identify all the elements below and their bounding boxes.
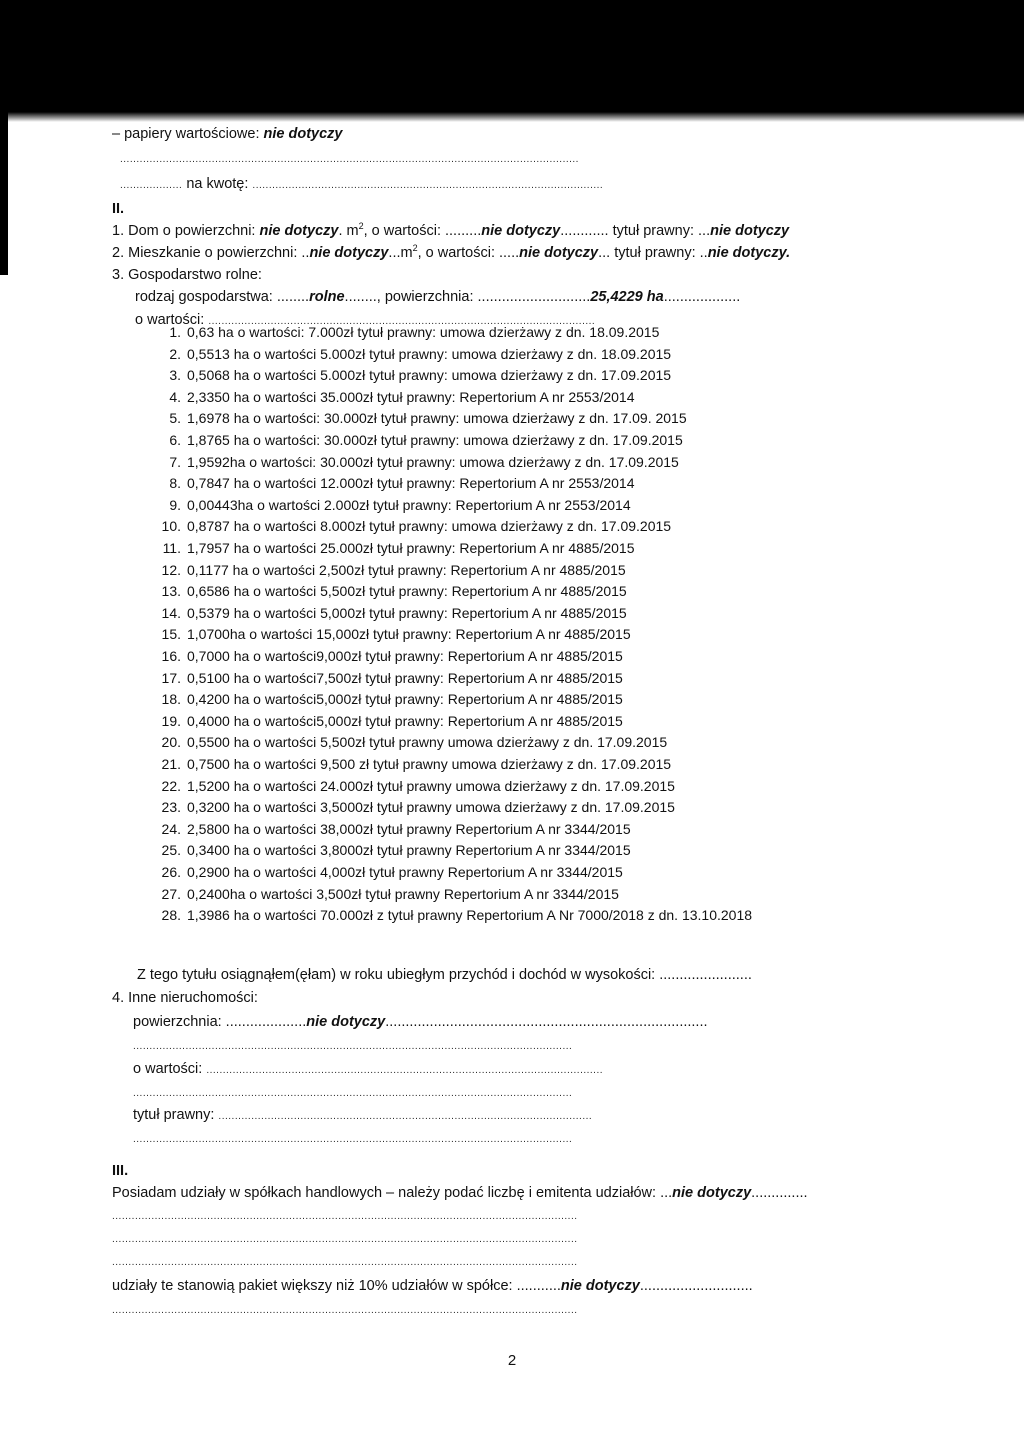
dotted-line: .............................................................................................................................................. [112, 1305, 578, 1316]
parcel-description: 0,3400 ha o wartości 3,8000zł tytuł prawny Repertorium A nr 3344/2015 [187, 842, 631, 859]
parcel-description: 0,6586 ha o wartości 5,500zł tytuł prawny: Repertorium A nr 4885/2015 [187, 583, 627, 600]
parcel-number: 16. [161, 648, 181, 664]
parcel-row [147, 689, 934, 710]
parcel-number: 19. [161, 712, 181, 729]
securities-line: – papiery wartościowe: nie dotyczy [112, 126, 343, 142]
parcel-description: 2,5800 ha o wartości 38,000zł tytuł prawny Repertorium A nr 3344/2015 [187, 820, 631, 837]
parcel-row [147, 819, 934, 840]
securities-value: nie dotyczy [263, 126, 343, 142]
parcel-row [147, 776, 934, 797]
parcel-row [147, 624, 934, 645]
parcel-row [147, 668, 934, 689]
other-title-line: tytuł prawny: .................................................................................................................. [133, 1107, 593, 1123]
parcel-row [147, 603, 934, 624]
dotted-line: ...................................................................................................................................... [133, 1088, 573, 1099]
parcel-row [147, 495, 934, 516]
parcel-number: 4. [169, 388, 181, 405]
farm-value-line: o wartości: ...................................................................................................................... [135, 312, 596, 328]
parcel-number: 22. [161, 777, 181, 794]
scan-dark-border [0, 0, 1024, 112]
apartment-line: 2. Mieszkanie o powierzchni: ..nie $dotyczy...m^2$, o wartości: .....nie dotyczy... tytuł prawny: ..nie dotyczy. [112, 243, 791, 261]
parcel-description: 0,2900 ha o wartości 4,000zł tytuł prawny Repertorium A nr 3344/2015 [187, 864, 623, 880]
parcel-description: 0,5379 ha o wartości 5,000zł tytuł prawny: Repertorium A nr 4885/2015 [187, 604, 627, 621]
parcel-description: 1,3986 ha o wartości 70.000zł z tytuł prawny Repertorium A Nr 7000/2018 z dn. 13.10.2018 [187, 907, 753, 924]
parcel-number: 17. [161, 669, 181, 686]
parcel-row [147, 560, 934, 581]
parcel-description: 0,4200 ha o wartości5,000zł tytuł prawny: Repertorium A nr 4885/2015 [187, 691, 623, 708]
parcel-row [147, 646, 934, 667]
other-property-heading: 4. Inne nieruchomości: [112, 990, 258, 1006]
parcel-row [147, 884, 934, 905]
parcel-row [147, 322, 934, 343]
parcel-row [147, 862, 934, 883]
parcel-description: 0,7500 ha o wartości 9,500 zł tytuł prawny umowa dzierżawy z dn. 17.09.2015 [187, 756, 672, 772]
income-line: Z tego tytułu osiągnąłem(ęłam) w roku ubiegłym przychód i dochód w wysokości: ....................... [137, 967, 752, 983]
parcel-row [147, 452, 934, 473]
parcel-number: 27. [161, 885, 181, 902]
parcel-description: 0,3200 ha o wartości 3,5000zł tytuł prawny umowa dzierżawy z dn. 17.09.2015 [187, 799, 675, 816]
parcel-number: 20. [161, 734, 181, 751]
dotted-line: ...................................................................................................................................... [133, 1041, 573, 1052]
parcel-number: 1. [169, 324, 181, 340]
dotted-line: .............................................................................................................................................. [112, 1234, 578, 1245]
parcel-row [147, 581, 934, 602]
amount-line: ................... na kwotę: ........................................................................................................... [120, 176, 604, 192]
parcel-description: 1,9592ha o wartości: 30.000zł tytuł prawny: umowa dzierżawy z dn. 17.09.2015 [187, 453, 679, 470]
parcel-number: 21. [161, 756, 181, 772]
parcel-number: 9. [169, 496, 181, 513]
parcel-number: 18. [161, 691, 181, 708]
parcel-description: 0,4000 ha o wartości5,000zł tytuł prawny: Repertorium A nr 4885/2015 [187, 712, 623, 729]
parcel-description: 0,5513 ha o wartości 5.000zł tytuł prawny: umowa dzierżawy z dn. 18.09.2015 [187, 345, 672, 362]
parcel-number: 24. [161, 820, 181, 837]
other-area-line: powierzchnia: ....................nie dotyczy................................................................................ [133, 1014, 708, 1030]
parcel-description: 1,7957 ha o wartości 25.000zł tytuł prawny: Repertorium A nr 4885/2015 [187, 540, 635, 556]
parcel-description: 1,6978 ha o wartości: 30.000zł tytuł prawny: umowa dzierżawy z dn. 17.09. 2015 [187, 410, 687, 427]
page-number: 2 [507, 1352, 517, 1369]
parcel-description: 0,5068 ha o wartości 5.000zł tytuł prawny: umowa dzierżawy z dn. 17.09.2015 [187, 367, 672, 384]
parcel-row [147, 732, 934, 753]
parcel-description: 1,8765 ha o wartości: 30.000zł tytuł prawny: umowa dzierżawy z dn. 17.09.2015 [187, 432, 683, 448]
parcel-description: 0,2400ha o wartości 3,500zł tytuł prawny Repertorium A nr 3344/2015 [187, 885, 619, 902]
parcel-number: 6. [169, 432, 181, 448]
parcel-row [147, 797, 934, 818]
parcel-description: 0,63 ha o wartości: 7.000zł tytuł prawny: umowa dzierżawy z dn. 18.09.2015 [187, 324, 660, 340]
section-iii-heading: III. [112, 1163, 129, 1179]
parcel-number: 10. [161, 518, 181, 535]
parcel-row [147, 387, 934, 408]
parcel-description: 0,1177 ha o wartości 2,500zł tytuł prawny: Repertorium A nr 4885/2015 [187, 561, 626, 578]
parcel-description: 0,7847 ha o wartości 12.000zł tytuł prawny: Repertorium A nr 2553/2014 [187, 475, 635, 492]
parcel-row [147, 408, 934, 429]
parcel-row [147, 516, 934, 537]
parcel-description: 1,5200 ha o wartości 24.000zł tytuł prawny umowa dzierżawy z dn. 17.09.2015 [187, 777, 675, 794]
house-line: 1. Dom o powierzchni: nie dotyczy. $m^2$, o wartości: .........nie dotyczy............ tytuł prawny: ...nie dotyczy [112, 221, 790, 239]
parcel-description: 1,0700ha o wartości 15,000zł tytuł prawny: Repertorium A nr 4885/2015 [187, 626, 631, 643]
parcel-number: 26. [161, 864, 181, 880]
parcel-description: 0,00443ha o wartości 2.000zł tytuł prawny: Repertorium A nr 2553/2014 [187, 496, 631, 513]
parcel-description: 0,7000 ha o wartości9,000zł tytuł prawny: Repertorium A nr 4885/2015 [187, 648, 623, 664]
parcel-description: 2,3350 ha o wartości 35.000zł tytuł prawny: Repertorium A nr 2553/2014 [187, 388, 635, 405]
parcel-row [147, 344, 934, 365]
parcel-number: 11. [162, 540, 181, 556]
parcel-number: 5. [169, 410, 181, 427]
dotted-line: .............................................................................................................................................. [112, 1257, 578, 1268]
parcel-row [147, 538, 934, 559]
parcel-number: 7. [169, 453, 181, 470]
parcel-number: 15. [161, 626, 181, 643]
parcel-number: 14. [161, 604, 181, 621]
scan-edge-mark [0, 0, 8, 275]
section-ii-heading: II. [112, 201, 125, 217]
parcel-row [147, 840, 934, 861]
dotted-line: ...................................................................................................................................... [133, 1134, 573, 1145]
parcel-number: 8. [169, 475, 181, 492]
parcel-row [147, 473, 934, 494]
parcel-row [147, 365, 934, 386]
parcel-row [147, 905, 934, 926]
farm-type-line: rodzaj gospodarstwa: ........rolne........, powierzchnia: ............................25,4229 ha................... [135, 289, 741, 305]
dotted-line: ............................................................................................................................................ [120, 154, 579, 165]
parcel-row [147, 711, 934, 732]
parcel-number: 25. [161, 842, 181, 859]
parcel-row [147, 430, 934, 451]
parcel-number: 28. [161, 907, 181, 924]
parcel-number: 13. [161, 583, 181, 600]
dotted-line: .............................................................................................................................................. [112, 1211, 578, 1222]
parcel-description: 0,5100 ha o wartości7,500zł tytuł prawny: Repertorium A nr 4885/2015 [187, 669, 623, 686]
scan-shadow [0, 112, 1024, 122]
other-value-line: o wartości: ......................................................................................................................... [133, 1061, 604, 1077]
parcel-number: 2. [169, 345, 181, 362]
parcel-number: 23. [161, 799, 181, 816]
parcel-description: 0,5500 ha o wartości 5,500zł tytuł prawny umowa dzierżawy z dn. 17.09.2015 [187, 734, 668, 751]
parcel-description: 0,8787 ha o wartości 8.000zł tytuł prawny: umowa dzierżawy z dn. 17.09.2015 [187, 518, 672, 535]
package-line: udziały te stanowią pakiet większy niż 10% udziałów w spółce: ...........nie dotyczy............................ [112, 1278, 753, 1294]
parcel-number: 3. [169, 367, 181, 384]
parcel-number: 12. [161, 561, 181, 578]
parcel-row [147, 754, 934, 775]
farm-heading: 3. Gospodarstwo rolne: [112, 267, 262, 283]
shares-line: Posiadam udziały w spółkach handlowych – należy podać liczbę i emitenta udziałów: ...nie dotyczy.............. [112, 1185, 808, 1201]
